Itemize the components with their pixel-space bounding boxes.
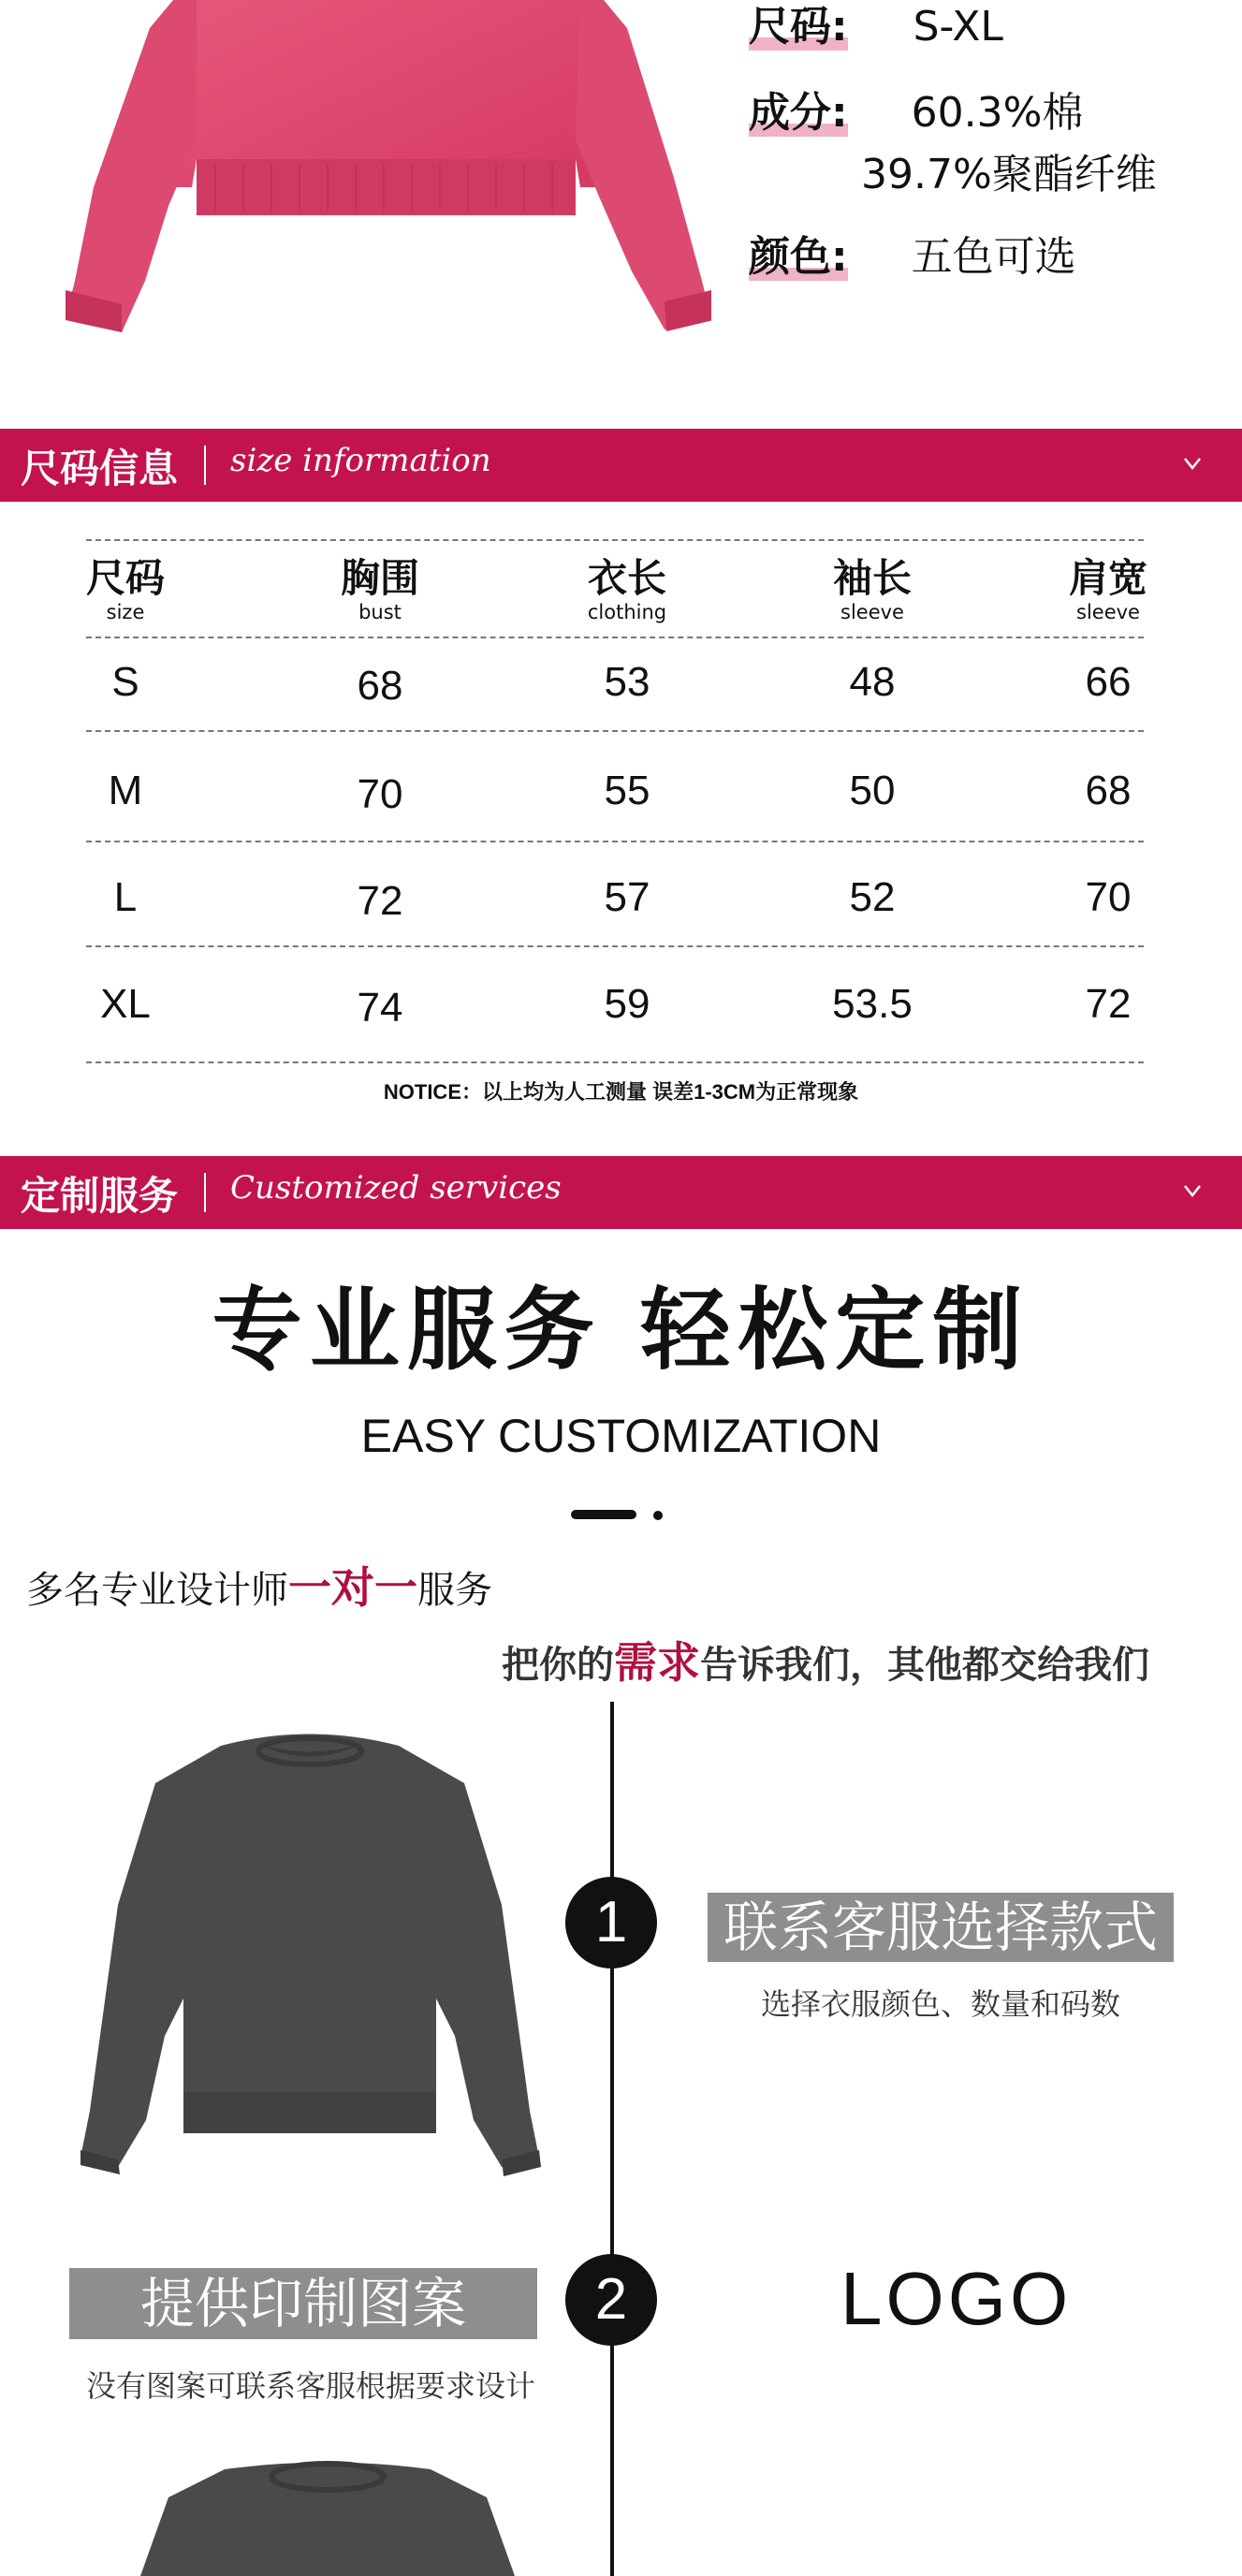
header-length-en: clothing (587, 601, 667, 623)
chevron-down-icon[interactable] (1182, 453, 1203, 474)
header-bust-en: bust (358, 601, 402, 623)
spec-size-value: S-XL (913, 3, 1003, 51)
table-divider (86, 1061, 1144, 1063)
header-size-zh: 尺码 (85, 555, 165, 601)
step-1-title: 联系客服选择款式 (708, 1893, 1174, 1962)
pink-sweatshirt-image (56, 0, 711, 365)
gray-sweatshirt-image (131, 2460, 524, 2576)
chevron-down-icon[interactable] (1182, 1180, 1203, 1201)
cell-sleeve: 48 (849, 659, 896, 705)
spec-composition-label: 成分: (749, 79, 848, 139)
step-2-title: 提供印制图案 (69, 2268, 537, 2339)
cell-bust: 74 (357, 985, 403, 1031)
needs-line-prefix: 把你的 (502, 1644, 614, 1687)
spec-composition (749, 79, 1083, 139)
header-sleeve-en: sleeve (840, 601, 904, 623)
step-1-desc: 选择衣服颜色、数量和码数 (760, 1986, 1120, 2022)
cell-bust: 72 (357, 878, 403, 924)
spec-composition-value-2: 39.7%聚酯纤维 (861, 151, 1157, 198)
designer-line-suffix: 服务 (417, 1569, 492, 1612)
decorative-dot (653, 1511, 663, 1520)
cell-sleeve: 52 (849, 874, 896, 920)
spec-color (749, 223, 1076, 283)
custom-headline-en: EASY CUSTOMIZATION (360, 1410, 882, 1462)
spec-composition-value-1: 60.3%棉 (911, 89, 1084, 137)
spec-color-label: 颜色: (749, 223, 848, 283)
decorative-dash (571, 1510, 636, 1519)
cell-size: S (111, 659, 139, 705)
custom-headline: 专业服务 轻松定制 (212, 1278, 1030, 1383)
custom-service-header[interactable] (0, 1156, 1242, 1229)
step-2-circle: 2 (565, 2254, 657, 2346)
cell-size: M (108, 768, 143, 813)
cell-length: 57 (604, 874, 650, 920)
cell-bust: 68 (357, 663, 403, 709)
table-divider (86, 539, 1144, 541)
divider (204, 1173, 206, 1212)
table-divider (86, 841, 1144, 842)
cell-size: L (113, 874, 138, 920)
header-bust-zh: 胸围 (340, 555, 419, 601)
header-shoulder-zh: 肩宽 (1068, 555, 1147, 601)
table-divider (86, 730, 1144, 732)
header-sleeve-zh: 袖长 (832, 555, 912, 601)
cell-size: XL (100, 981, 151, 1027)
needs-line-highlight: 需求 (614, 1637, 700, 1688)
table-divider (86, 637, 1144, 638)
step-2-desc: 没有图案可联系客服根据要求设计 (85, 2368, 535, 2404)
cell-bust: 70 (357, 771, 403, 817)
timeline-line (610, 1702, 614, 2576)
cell-length: 59 (604, 981, 650, 1027)
step-1-circle: 1 (565, 1877, 657, 1969)
designer-line-prefix: 多名专业设计师 (26, 1569, 288, 1612)
header-shoulder (1033, 556, 1183, 623)
size-info-header[interactable] (0, 429, 1242, 502)
measurement-notice: NOTICE：以上均为人工测量 误差1-3CM为正常现象 (383, 1080, 859, 1104)
header-length-zh: 衣长 (587, 555, 666, 601)
header-shoulder-en: sleeve (1076, 601, 1140, 623)
custom-service-subtitle: Customized services (230, 1169, 562, 1207)
table-divider (86, 945, 1144, 947)
cell-length: 53 (604, 659, 650, 705)
custom-service-title: 定制服务 (21, 1173, 179, 1219)
header-size-en: size (106, 601, 145, 623)
spec-size (749, 0, 1003, 52)
cell-shoulder: 68 (1085, 768, 1132, 813)
size-info-title: 尺码信息 (21, 446, 179, 491)
cell-sleeve: 50 (849, 768, 896, 813)
logo-placeholder-text: LOGO (840, 2257, 1073, 2340)
gray-sweatshirt-image (62, 1718, 558, 2186)
designer-line-highlight: 一对一 (288, 1562, 417, 1613)
header-sleeve (797, 556, 947, 623)
spec-color-value: 五色可选 (911, 233, 1076, 281)
needs-line-suffix: 告诉我们，其他都交给我们 (700, 1644, 1149, 1687)
cell-length: 55 (604, 768, 650, 813)
header-bust (305, 556, 455, 623)
designer-line (26, 1554, 492, 1616)
cell-shoulder: 72 (1085, 981, 1132, 1027)
size-info-subtitle: size information (230, 442, 491, 479)
cell-shoulder: 70 (1085, 874, 1132, 920)
needs-line (502, 1629, 1149, 1690)
cell-sleeve: 53.5 (832, 981, 913, 1027)
header-length (552, 556, 702, 623)
spec-size-label: 尺码: (749, 0, 848, 52)
size-table (85, 539, 1147, 1063)
divider (204, 446, 206, 485)
header-size (51, 556, 200, 623)
cell-shoulder: 66 (1085, 659, 1132, 705)
